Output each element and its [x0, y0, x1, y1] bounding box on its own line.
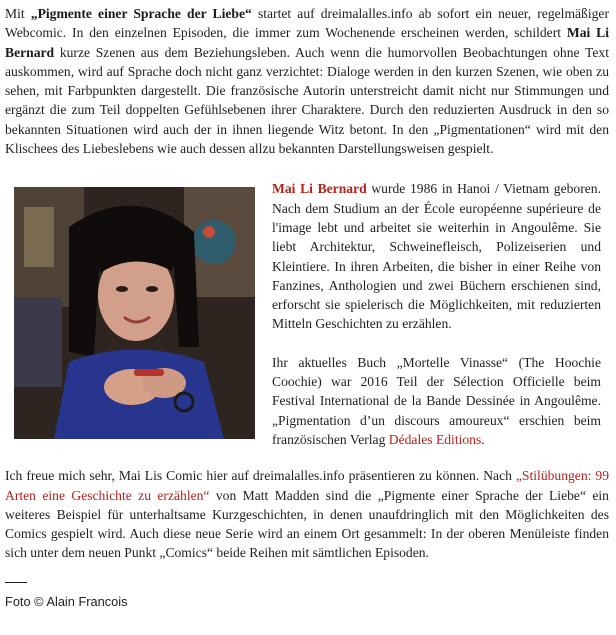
author-section: [5, 179, 609, 449]
intro-paragraph: [5, 0, 609, 158]
bio-paragraph-2: [272, 353, 601, 449]
series-title: „Pigmente einer Sprache der Liebe“: [30, 6, 252, 21]
photo-credit: Foto © Alain Francois: [5, 593, 128, 609]
publisher-link[interactable]: Dédales Editions: [388, 431, 482, 447]
closing-text-1: Ich freue mich sehr, Mai Lis Comic hier auf dreimalalles.info präsentieren zu können. Nach: [5, 468, 516, 484]
article: [5, 0, 609, 611]
bio-text-1: wurde 1986 in Hanoi / Vietnam geboren. Nach dem Studium an der École européenne supérieure de l'image lebt und arbeitet sie weiterhin in Angoulême. Sie liebt Architektur, Schweinefleisch, Polizeiserien und Kleintiere. In ihren Arbeiten, die bisher in einer Reihe von Fanzines, Anthologien und zwei Büchern erschienen sind, erforscht sie spielerisch die Möglichkeiten, mit reduzierten Mitteln Geschichten zu erzählen.: [272, 181, 601, 332]
bio-text-2: Ihr aktuelles Buch „Mortelle Vinasse“ (The Hoochie Coochie) war 2016 Teil der Sélection Officielle beim Festival International de la Bande Dessinée in Angoulême. „Pigmentation d’un discours amoureux“ erschien beim französischen Verlag: [272, 354, 601, 447]
intro-text-2: startet auf dreimalalles.info ab sofort ein neuer, regelmäßiger Webcomic. In den einzelnen Episoden, die immer zum Wochenende erscheinen werden, schildert: [5, 6, 609, 41]
author-bio: [272, 179, 601, 449]
intro-text-3: kurze Szenen aus dem Beziehungsleben. Auch wenn die humorvollen Beobachtungen ohne Text auskommen, wird auf Sprache doch nicht ganz verzichtet: Dialoge werden in den kurzen Szenen, wie oben zu sehen, mit Farbpunkten dargestellt. Die französische Autorin unterstreicht damit nicht nur Stimmungen und ergänzt die zum Teil doppelten Gefühlsebenen ihrer Charaktere. Durch den reduzierten Ausdruck in den so bekannten Situationen wird auch der in ihnen liegende Witz betont. In den „Pigmentationen“ wird mit den Klischees des Liebeslebens wie auch dessen allzu bekannten Darstellungsweisen gespielt.: [5, 44, 609, 157]
stiluebungen-link[interactable]: „Stilübungen: 99 Arten eine Geschichte zu erzählen“: [5, 468, 609, 503]
bio-paragraph-1: [272, 179, 601, 333]
bio-text-2-end: .: [481, 431, 485, 447]
closing-paragraph: [5, 466, 609, 562]
author-portrait-illustration: [14, 187, 255, 439]
author-photo: [14, 187, 255, 439]
closing-text-2: von Matt Madden sind die „Pigmente einer Sprache der Liebe“ ein weiteres Beispiel für unterhaltsame Kurzgeschichten, in denen unaufdringlich mit den Möglichkeiten des Comics gespielt wird. Auch diese neue Serie wird an einem Ort gesammelt: In der oberen Menüleiste finden sich unter dem neuen Punkt „Comics“ beide Reihen mit sämtlichen Episoden.: [5, 487, 609, 561]
divider: [5, 582, 27, 583]
author-name: Mai Li Bernard: [5, 25, 609, 60]
intro-text-1: Mit: [5, 6, 31, 21]
bio-author-name: Mai Li Bernard: [272, 181, 367, 197]
